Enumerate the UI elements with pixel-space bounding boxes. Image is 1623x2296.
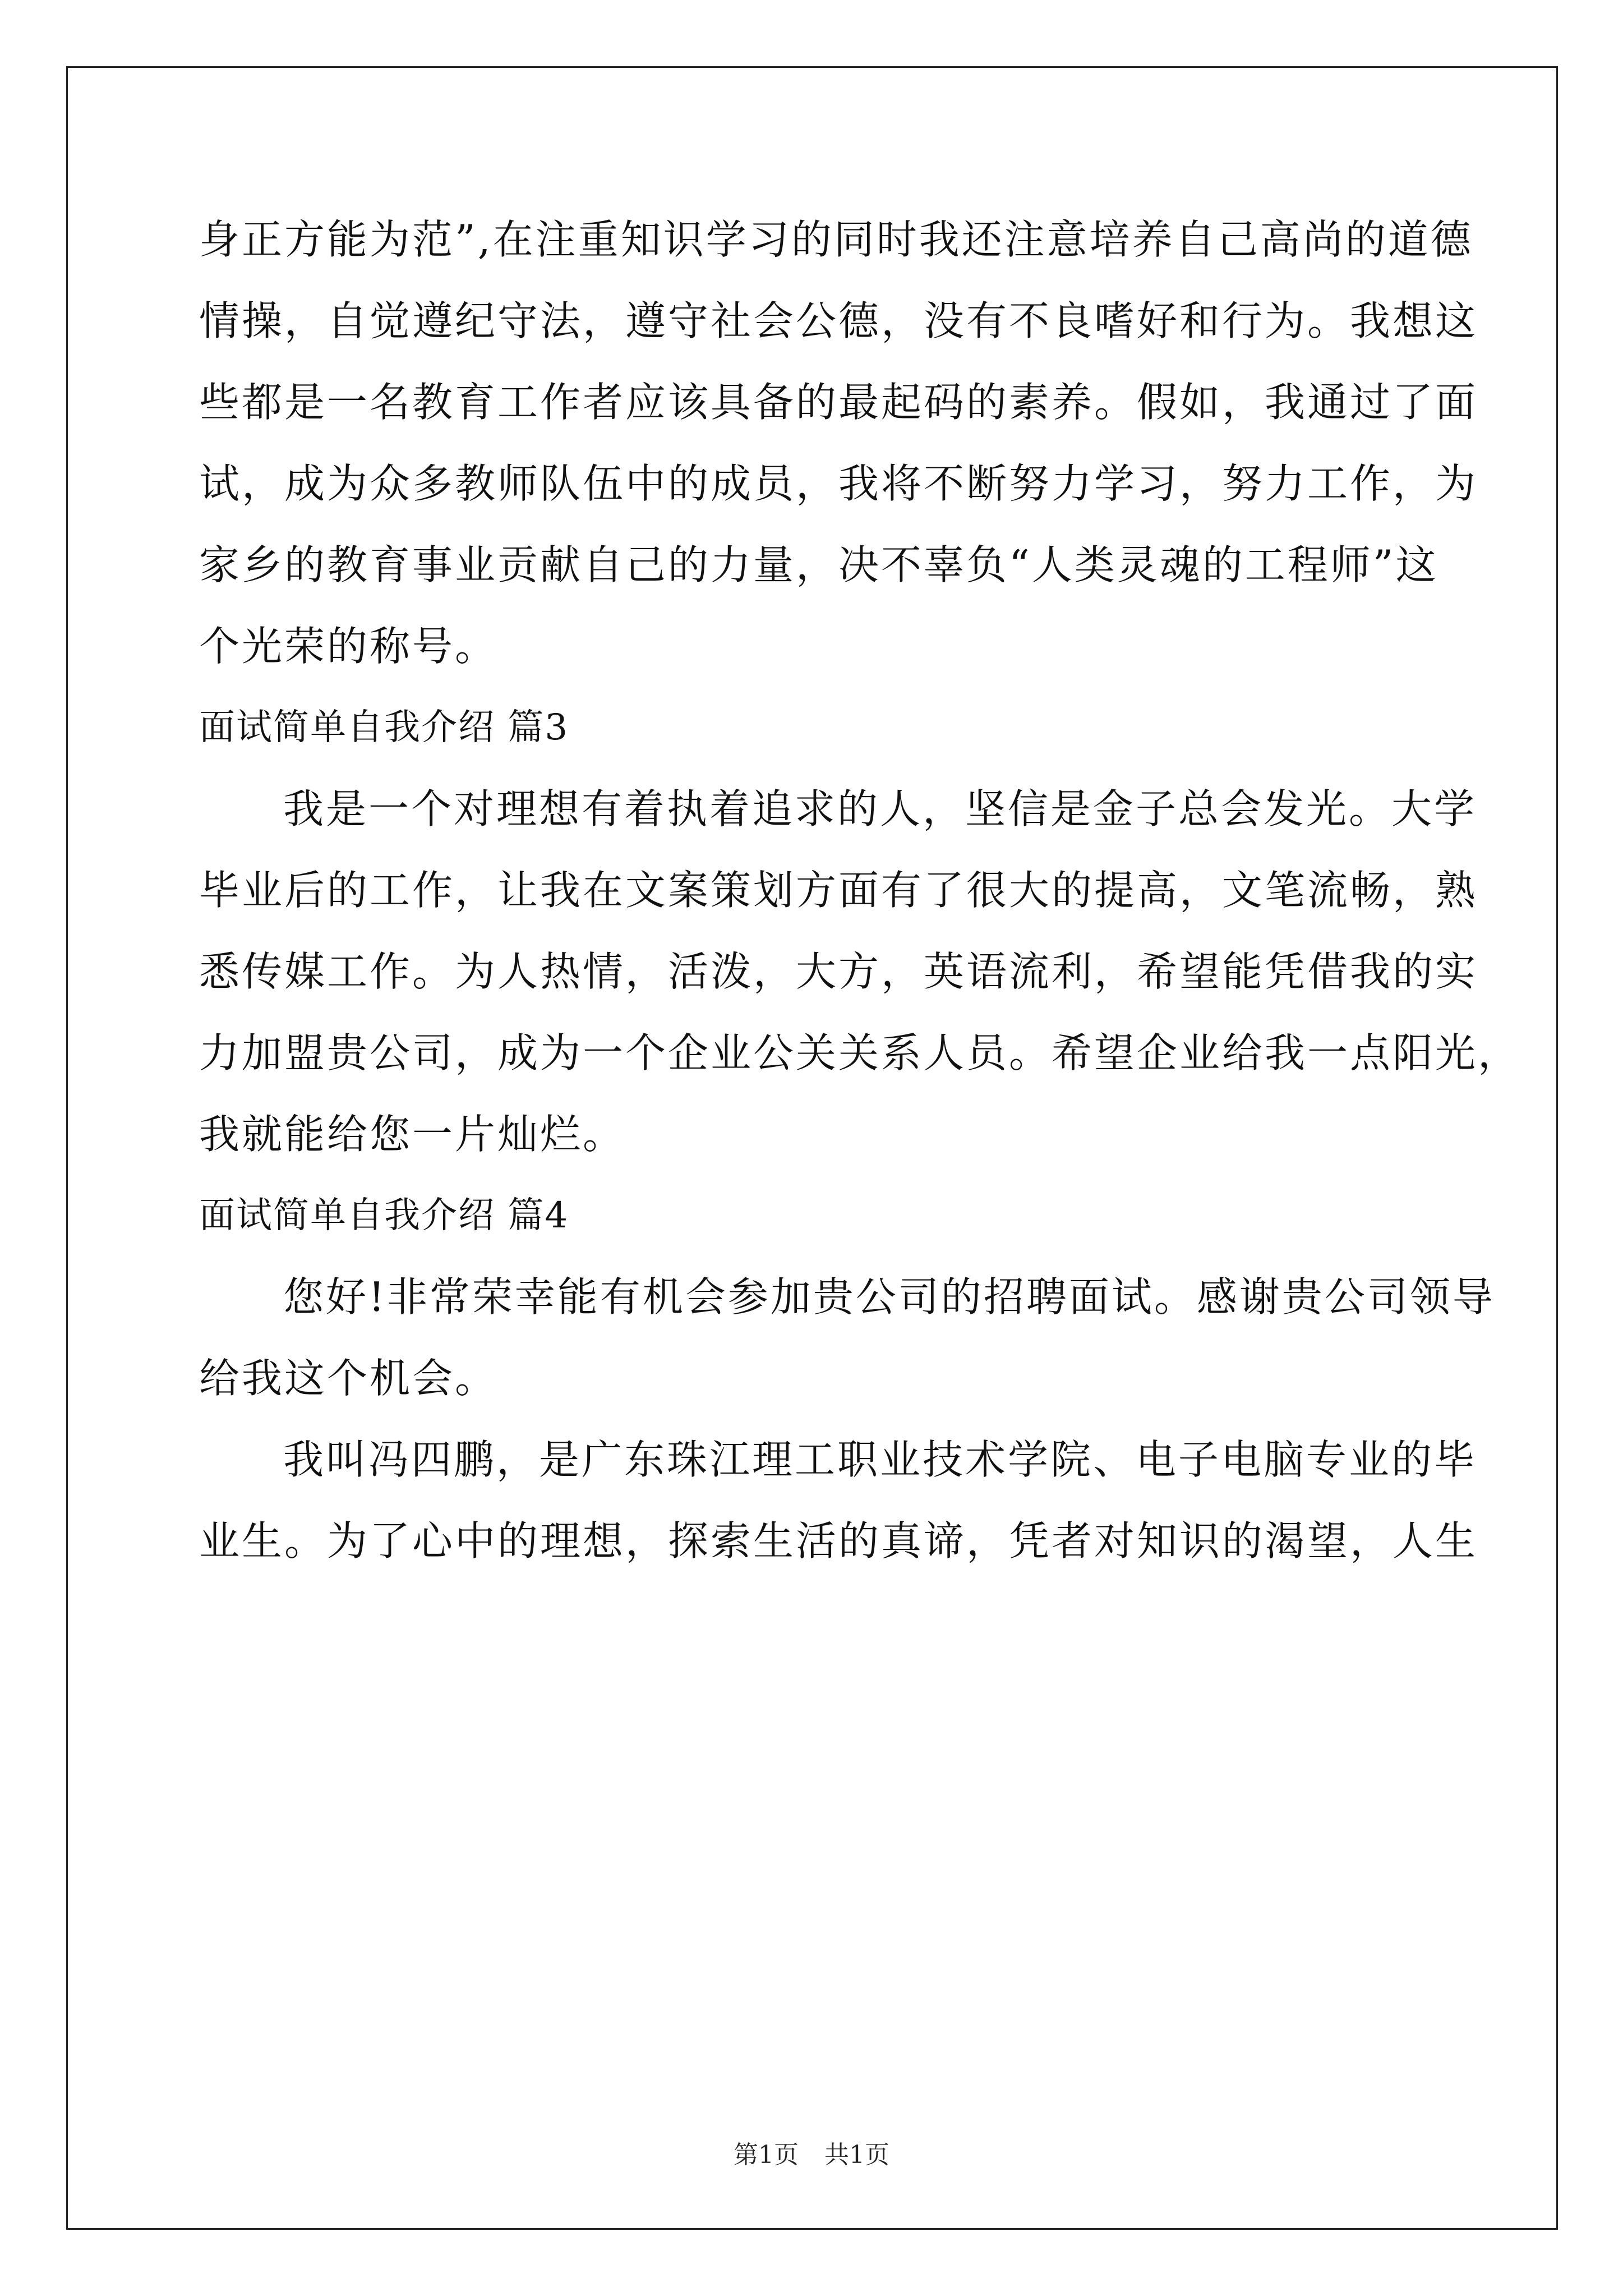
- document-body: [199, 199, 1521, 1582]
- paragraph-line: 我叫冯四鹏，是广东珠江理工职业技术学院、电子电脑专业的毕: [283, 1436, 1477, 1483]
- paragraph-line: 家乡的教育事业贡献自己的力量，决不辜负“人类灵魂的工程师”这: [199, 541, 1438, 588]
- paragraph-line: 些都是一名教育工作者应该具备的最起码的素养。假如，我通过了面: [199, 379, 1478, 426]
- paragraph-line: 我是一个对理想有着执着追求的人，坚信是金子总会发光。大学: [283, 785, 1477, 832]
- section-heading: 面试简单自我介绍 篇4: [199, 1195, 569, 1236]
- paragraph-line: 悉传媒工作。为人热情，活泼，大方，英语流利，希望能凭借我的实: [199, 948, 1478, 995]
- paragraph-line: 毕业后的工作，让我在文案策划方面有了很大的提高，文笔流畅，熟: [199, 867, 1478, 914]
- paragraph-line: 个光荣的称号。: [199, 623, 498, 670]
- page-number-total: 共1页: [824, 2141, 889, 2169]
- section-heading: 面试简单自我介绍 篇3: [199, 707, 569, 748]
- page-footer: [0, 2134, 1623, 2170]
- paragraph-line: 身正方能为范”,在注重知识学习的同时我还注意培养自己高尚的道德: [199, 216, 1473, 263]
- paragraph-line: 给我这个机会。: [199, 1355, 498, 1402]
- paragraph-line: 试，成为众多教师队伍中的成员，我将不断努力学习，努力工作，为: [199, 460, 1478, 507]
- paragraph-line: 我就能给您一片灿烂。: [199, 1111, 626, 1158]
- page-number-current: 第1页: [734, 2141, 799, 2169]
- paragraph-line: 业生。为了心中的理想，探索生活的真谛，凭者对知识的渴望，人生: [199, 1517, 1478, 1565]
- paragraph-line: 您好!非常荣幸能有机会参加贵公司的招聘面试。感谢贵公司领导: [283, 1273, 1495, 1320]
- paragraph-line: 情操，自觉遵纪守法，遵守社会公德，没有不良嗜好和行为。我想这: [199, 297, 1478, 344]
- paragraph-line: 力加盟贵公司，成为一个企业公关关系人员。希望企业给我一点阳光，: [199, 1029, 1521, 1076]
